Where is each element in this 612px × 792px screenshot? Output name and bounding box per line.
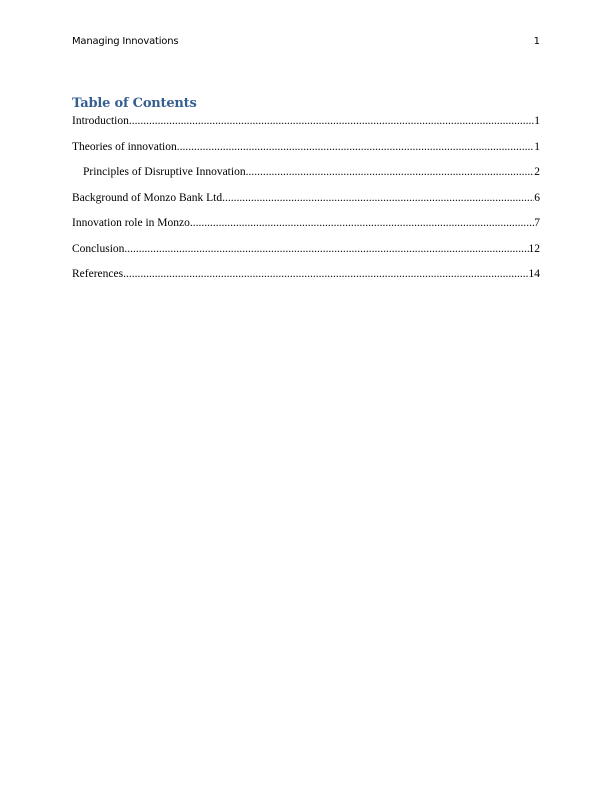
header-title: Managing Innovations — [72, 36, 179, 47]
toc-entry-page: 1 — [534, 115, 540, 127]
toc-entry-page: 7 — [534, 217, 540, 229]
toc-entry-theories-of-innovation[interactable] — [72, 141, 540, 167]
toc-entry-page: 2 — [534, 166, 540, 178]
toc-entry-text: References — [72, 268, 124, 280]
toc-leader-dots — [129, 115, 534, 127]
toc-entry-conclusion[interactable] — [72, 243, 540, 269]
toc-leader-dots — [246, 166, 535, 178]
toc-entry-text: Theories of innovation — [72, 140, 177, 153]
toc-list — [72, 115, 540, 294]
toc-leader-dots — [124, 243, 528, 255]
toc-leader-dots — [222, 192, 534, 204]
toc-entry-text: Background of Monzo Bank Ltd — [72, 191, 223, 204]
page-header — [72, 36, 540, 50]
toc-entry-text: Introduction — [72, 115, 129, 127]
toc-entry-principles-of-disruptive-innovation[interactable] — [72, 166, 540, 192]
toc-entry-page: 12 — [528, 242, 540, 255]
toc-leader-dots — [123, 268, 528, 280]
toc-entry-references[interactable] — [72, 268, 540, 294]
toc-leader-dots — [190, 217, 534, 229]
toc-entry-text: Principles of Disruptive Innovation — [83, 166, 246, 178]
toc-entry-page: 1 — [534, 140, 540, 153]
toc-entry-innovation-role[interactable] — [72, 217, 540, 243]
toc-entry-page: 6 — [534, 191, 540, 204]
toc-entry-page: 14 — [528, 268, 540, 280]
toc-leader-dots — [177, 141, 534, 153]
toc-entry-text: Innovation role in Monzo — [72, 217, 190, 229]
toc-entry-introduction[interactable] — [72, 115, 540, 141]
toc-entry-text: Conclusion — [72, 242, 125, 255]
toc-entry-background-of-monzo[interactable] — [72, 192, 540, 218]
toc-title: Table of Contents — [72, 96, 197, 111]
header-page-number: 1 — [533, 36, 540, 47]
